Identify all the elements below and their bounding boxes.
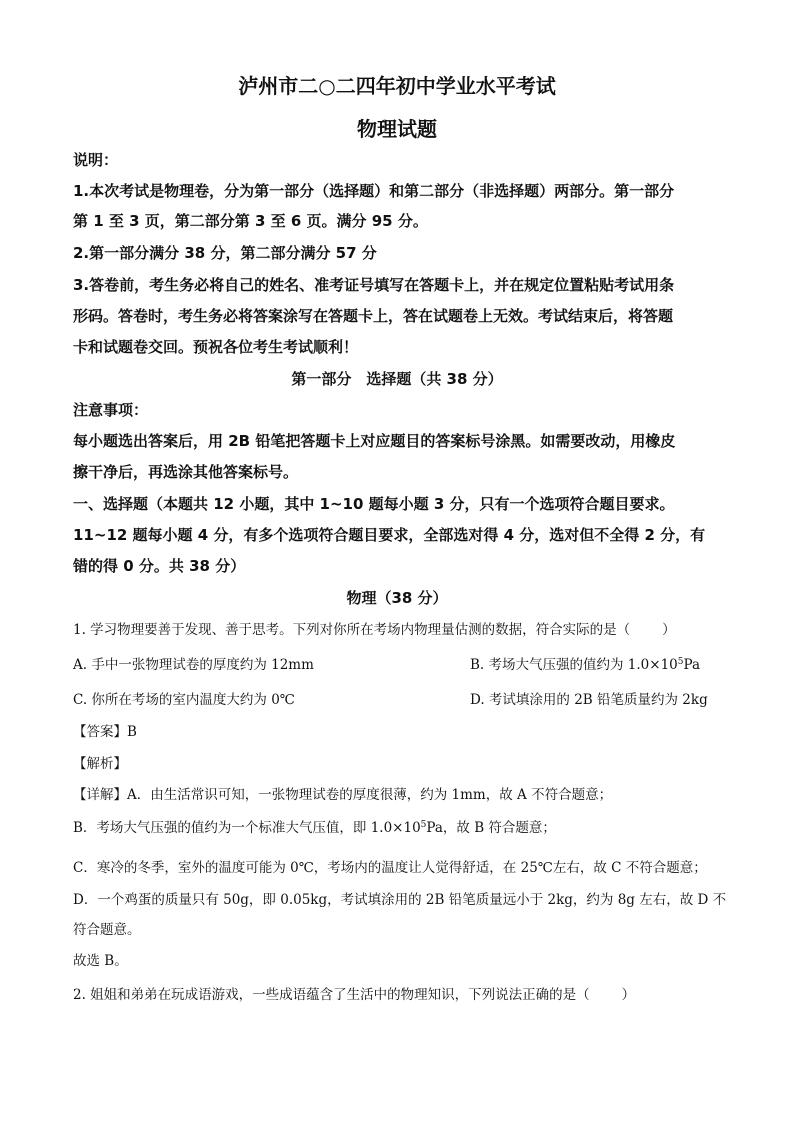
analysis-label: 【解析】 [73, 756, 127, 772]
conclusion: 故选 B。 [73, 953, 128, 969]
option-a: A. 手中一张物理试卷的厚度约为 12mm [73, 657, 314, 673]
option-c: C. 你所在考场的室内温度大约为 0℃ [73, 692, 295, 708]
instructions-line: 2.第一部分满分 38 分，第二部分满分 57 分 [73, 244, 377, 262]
instructions-line: 卡和试题卷交回。预祝各位考生考试顺利！ [73, 338, 359, 356]
physics-subheading: 物理（38 分） [346, 589, 448, 607]
section-heading: 一、选择题（本题共 12 小题，其中 1~10 题每小题 3 分，只有一个选项符合题目要求。 [73, 495, 675, 513]
notice-label: 注意事项： [73, 401, 149, 419]
instructions-label: 说明： [73, 151, 119, 169]
exam-subtitle: 物理试题 [357, 117, 437, 141]
instructions-line: 3.答卷前，考生务必将自己的姓名、准考证号填写在答题卡上，并在规定位置粘贴考试用条 [73, 276, 675, 294]
detail-line: 符合题意。 [73, 922, 141, 938]
question-1-options-row [73, 690, 733, 710]
question-1-options-row [73, 655, 733, 675]
question-2-stem: 2. 姐姐和弟弟在玩成语游戏，一些成语蕴含了生活中的物理知识，下列说法正确的是（ ） [73, 987, 636, 1003]
notice-line: 擦干净后，再选涂其他答案标号。 [73, 463, 299, 481]
detail-line: B．考场大气压强的值约为一个标准大气压值，即 $1.0\times 10^5Pa$，故 B 符合题意； [73, 820, 556, 836]
instructions-line: 第 1 至 3 页，第二部分第 3 至 6 页。满分 95 分。 [73, 212, 428, 230]
detail-line: D．一个鸡蛋的质量只有 50g，即 0.05kg，考试填涂用的 2B 铅笔质量远小于 2kg，约为 8g 左右，故 D 不 [73, 892, 727, 908]
detail-line: 【详解】A．由生活常识可知，一张物理试卷的厚度很薄，约为 1mm，故 A 不符合题意； [73, 787, 613, 803]
section-heading: 错的得 0 分。共 38 分） [73, 557, 246, 575]
section-heading: 11~12 题每小题 4 分，有多个选项符合题目要求，全部选对得 4 分，选对但不全得 2 分，有 [73, 526, 706, 544]
question-1-stem: 1. 学习物理要善于发现、善于思考。下列对你所在考场内物理量估测的数据，符合实际的是（ ） [73, 622, 676, 638]
part1-heading: 第一部分 选择题（共 38 分） [291, 370, 503, 388]
option-b: B. 考场大气压强的值约为 $1.0\times 10^5Pa$ [470, 657, 701, 673]
answer: 【答案】B [73, 724, 137, 740]
notice-line: 每小题选出答案后，用 2B 铅笔把答题卡上对应题目的答案标号涂黑。如需要改动，用橡皮 [73, 432, 676, 450]
instructions-line: 1.本次考试是物理卷，分为第一部分（选择题）和第二部分（非选择题）两部分。第一部分 [73, 182, 675, 200]
option-d: D. 考试填涂用的 2B 铅笔质量约为 2kg [470, 692, 708, 708]
exam-title: 泸州市二○二四年初中学业水平考试 [238, 74, 556, 98]
instructions-line: 形码。答卷时，考生务必将答案涂写在答题卡上，答在试题卷上无效。考试结束后，将答题 [73, 307, 674, 325]
detail-line: C．寒冷的冬季，室外的温度可能为 0℃，考场内的温度让人觉得舒适，在 25℃左右，故 C 不符合题意； [73, 860, 707, 876]
